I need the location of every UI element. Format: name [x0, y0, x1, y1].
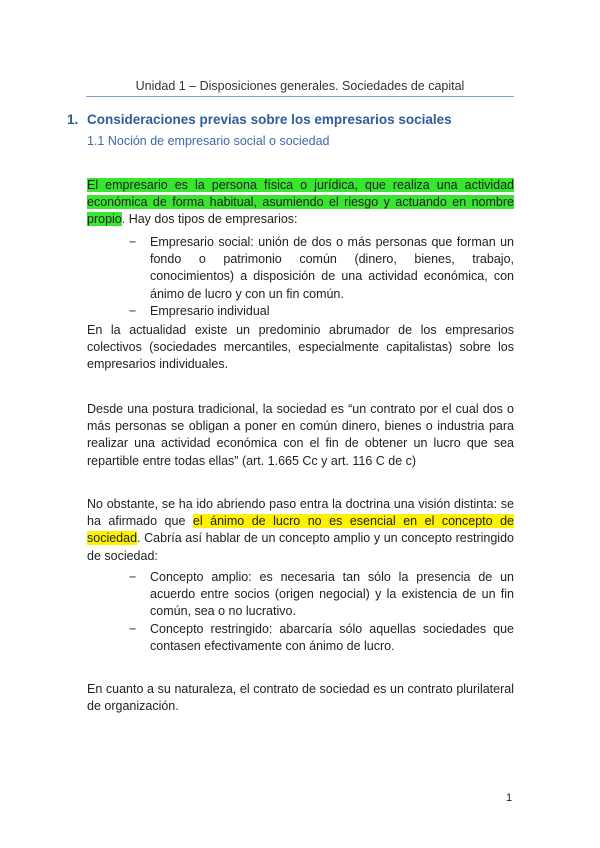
list-conceptos: [87, 569, 514, 655]
section-title: Consideraciones previas sobre los empresarios sociales: [87, 112, 452, 127]
list-item-text: Empresario social: unión de dos o más personas que forman un fondo o patrimonio común (dinero, bienes, trabajo, conocimientos) a disposición de una actividad económica, con ánimo de lucro y con un fin común.: [150, 235, 514, 301]
dash-bullet: −: [129, 235, 137, 249]
list-item: [87, 621, 514, 655]
paragraph-naturaleza: En cuanto a su naturaleza, el contrato de sociedad es un contrato plurilateral de organización.: [87, 682, 514, 714]
section-number: 1.: [67, 112, 79, 127]
list-item-text: Concepto restringido: abarcaría sólo aquellas sociedades que contasen efectivamente con ánimo de lucro.: [150, 621, 514, 653]
list-types: [87, 234, 514, 320]
paragraph-text: . Hay dos tipos de empresarios:: [121, 212, 298, 227]
paragraph-predominio: En la actualidad existe un predominio abrumador de los empresarios colectivos (sociedades mercantiles, especialmente capitalistas) sobre los empresarios individuales.: [87, 323, 514, 372]
section-heading: [67, 112, 452, 127]
list-item: [87, 234, 514, 303]
subsection-heading: 1.1 Noción de empresario social o sociedad: [87, 134, 330, 148]
paragraph-text: No obstante, se ha ido abriendo paso entra la doctrina una visión distinta: se ha afirmado que: [87, 497, 514, 529]
paragraph-tradicional: Desde una postura tradicional, la sociedad es “un contrato por el cual dos o más personas se obligan a poner en común dinero, bienes o industria para realizar una actividad económica con el fin de obtener un lucro que sea repartible entre todas ellas” (art. 1.665 Cc y art. 116 C de c): [87, 402, 514, 468]
list-item-text: Empresario individual: [150, 303, 270, 318]
dash-bullet: −: [129, 570, 137, 584]
dash-bullet: −: [129, 621, 137, 636]
paragraph-text: . Cabría así hablar de un concepto amplio y un concepto restringido de sociedad:: [87, 531, 514, 563]
paragraph-definition: [87, 177, 514, 229]
paragraph-no-obstante: [87, 496, 514, 565]
highlight-green: El empresario es la persona física o jurídica, que realiza una actividad económica de forma habitual, asumiendo el riesgo y actuando en nombre propio: [87, 178, 514, 227]
list-item: [87, 303, 514, 320]
highlight-yellow: el ánimo de lucro no es esencial en el concepto de sociedad: [87, 514, 514, 546]
page-header: Unidad 1 – Disposiciones generales. Sociedades de capital: [86, 79, 514, 97]
dash-bullet: −: [129, 303, 137, 318]
list-item-text: Concepto amplio: es necesaria tan sólo la presencia de un acuerdo entre socios (origen negocial) y la existencia de un fin común, sea o no lucrativo.: [150, 570, 514, 619]
page-number: 1: [506, 792, 513, 804]
list-item: [87, 569, 514, 621]
